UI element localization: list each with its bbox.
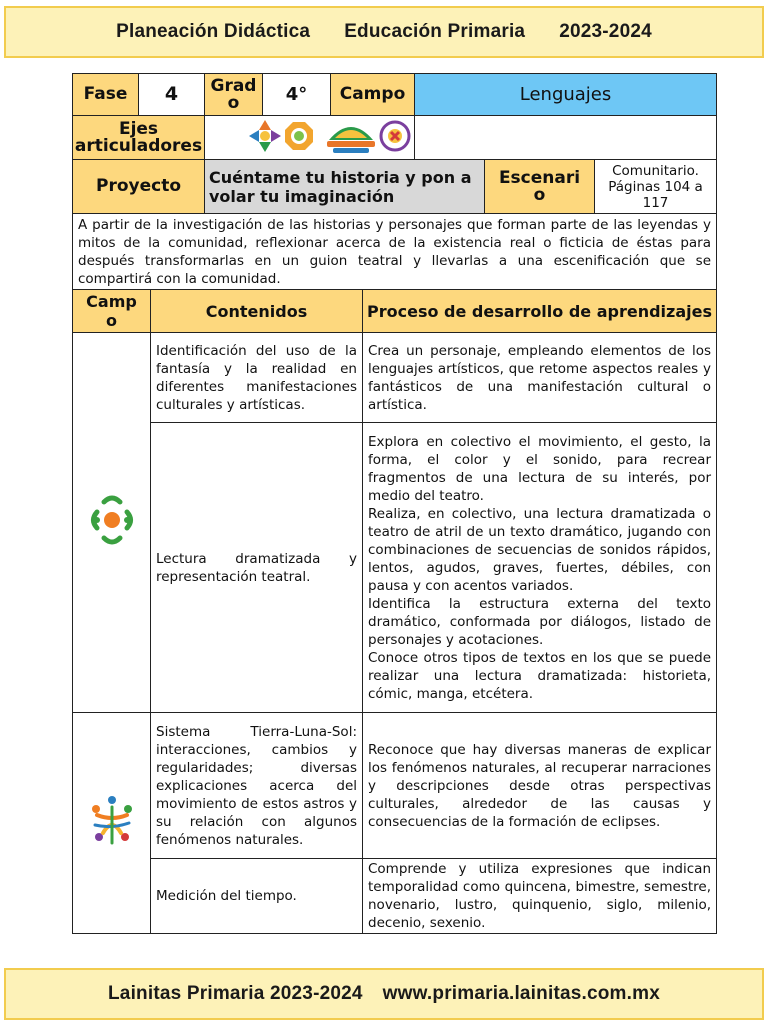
fase-value: 4 bbox=[139, 74, 205, 116]
contenido-cell: Lectura dramatizada y representación teatral. bbox=[151, 423, 363, 713]
proceso-cell: Explora en colectivo el movimiento, el gesto, la forma, el color y el sonido, para recrear fragmentos de una lectura de su interés, por medio del teatro. Realiza, en colectivo, una lectura dramatizada o teatro de atril de un texto dramático, jugando con combinaciones de secuencias de sonidos rápidos, lentos, agudos, graves, fuertes, débiles, con pausa y con acentos variados. Identifica la estructura externa del texto dramático, conformada por diálogos, listado de personajes y acotaciones. Conoce otros tipos de textos en los que se puede realizar una lectura dramatizada: historieta, cómic, manga, etcétera. bbox=[363, 423, 717, 713]
footer-brand: Lainitas Primaria 2023-2024 bbox=[108, 983, 363, 1004]
campo-saberes-cell bbox=[73, 713, 151, 934]
campo-label: Campo bbox=[331, 74, 415, 116]
banner-level: Educación Primaria bbox=[344, 21, 526, 42]
table-row bbox=[73, 713, 717, 859]
col-proceso-header: Proceso de desarrollo de aprendizajes bbox=[363, 290, 717, 333]
artes-experiencias-esteticas-icon bbox=[381, 122, 409, 150]
ejes-label: Ejes articuladores bbox=[73, 116, 205, 160]
inclusion-icon bbox=[249, 120, 281, 152]
intro-paragraph: A partir de la investigación de las historias y personajes que forman parte de las leyendas y mitos de la comunidad, reflexionar acerca de la existencia real o ficticia de éstas para después transformarlas en un guion teatral y llevarlas a una escenificación que se compartirá con la comunidad. bbox=[73, 214, 717, 290]
col-contenidos-header: Contenidos bbox=[151, 290, 363, 333]
table-row bbox=[73, 859, 717, 934]
banner-year: 2023-2024 bbox=[559, 21, 652, 42]
bottom-banner bbox=[4, 968, 764, 1020]
proyecto-value: Cuéntame tu historia y pon a volar tu imaginación bbox=[205, 160, 485, 214]
col-campo-header: Camp o bbox=[73, 290, 151, 333]
grado-label: Grad o bbox=[205, 74, 263, 116]
saberes-pensamiento-cientifico-icon bbox=[87, 793, 137, 849]
planning-table bbox=[72, 213, 717, 934]
escenario-label: Escenari o bbox=[485, 160, 595, 214]
table-row bbox=[73, 423, 717, 713]
pensamiento-critico-icon bbox=[285, 122, 313, 150]
contenido-cell: Medición del tiempo. bbox=[151, 859, 363, 934]
header-table bbox=[72, 73, 717, 214]
lenguajes-icon bbox=[89, 492, 135, 548]
ejes-icons-svg bbox=[247, 117, 417, 155]
grado-value: 4° bbox=[263, 74, 331, 116]
ejes-icons bbox=[205, 116, 415, 160]
proceso-cell: Crea un personaje, empleando elementos de los lenguajes artísticos, que retome aspectos reales y fantásticos de una manifestación cultural o artística. bbox=[363, 333, 717, 423]
banner-title: Planeación Didáctica bbox=[116, 21, 311, 42]
proceso-cell: Comprende y utiliza expresiones que indican temporalidad como quincena, bimestre, semestre, novenario, lustro, quinquenio, siglo, milenio, decenio, sexenio. bbox=[363, 859, 717, 934]
ejes-empty bbox=[415, 116, 717, 160]
proyecto-label: Proyecto bbox=[73, 160, 205, 214]
contenido-cell: Sistema Tierra-Luna-Sol: interacciones, cambios y regularidades; diversas explicaciones acerca del movimiento de estos astros y su relación con algunos fenómenos naturales. bbox=[151, 713, 363, 859]
table-row bbox=[73, 333, 717, 423]
proceso-cell: Reconoce que hay diversas maneras de explicar los fenómenos naturales, al recuperar narraciones y descripciones desde otras perspectivas culturales, alrededor de las causas y consecuencias de la formación de eclipses. bbox=[363, 713, 717, 859]
top-banner bbox=[4, 6, 764, 58]
campo-lenguajes-cell bbox=[73, 333, 151, 713]
fase-label: Fase bbox=[73, 74, 139, 116]
interculturalidad-icon bbox=[327, 127, 375, 153]
campo-value: Lenguajes bbox=[415, 74, 717, 116]
escenario-value: Comunitario. Páginas 104 a 117 bbox=[595, 160, 717, 214]
contenido-cell: Identificación del uso de la fantasía y la realidad en diferentes manifestaciones culturales y artísticas. bbox=[151, 333, 363, 423]
footer-url[interactable]: www.primaria.lainitas.com.mx bbox=[382, 983, 660, 1004]
